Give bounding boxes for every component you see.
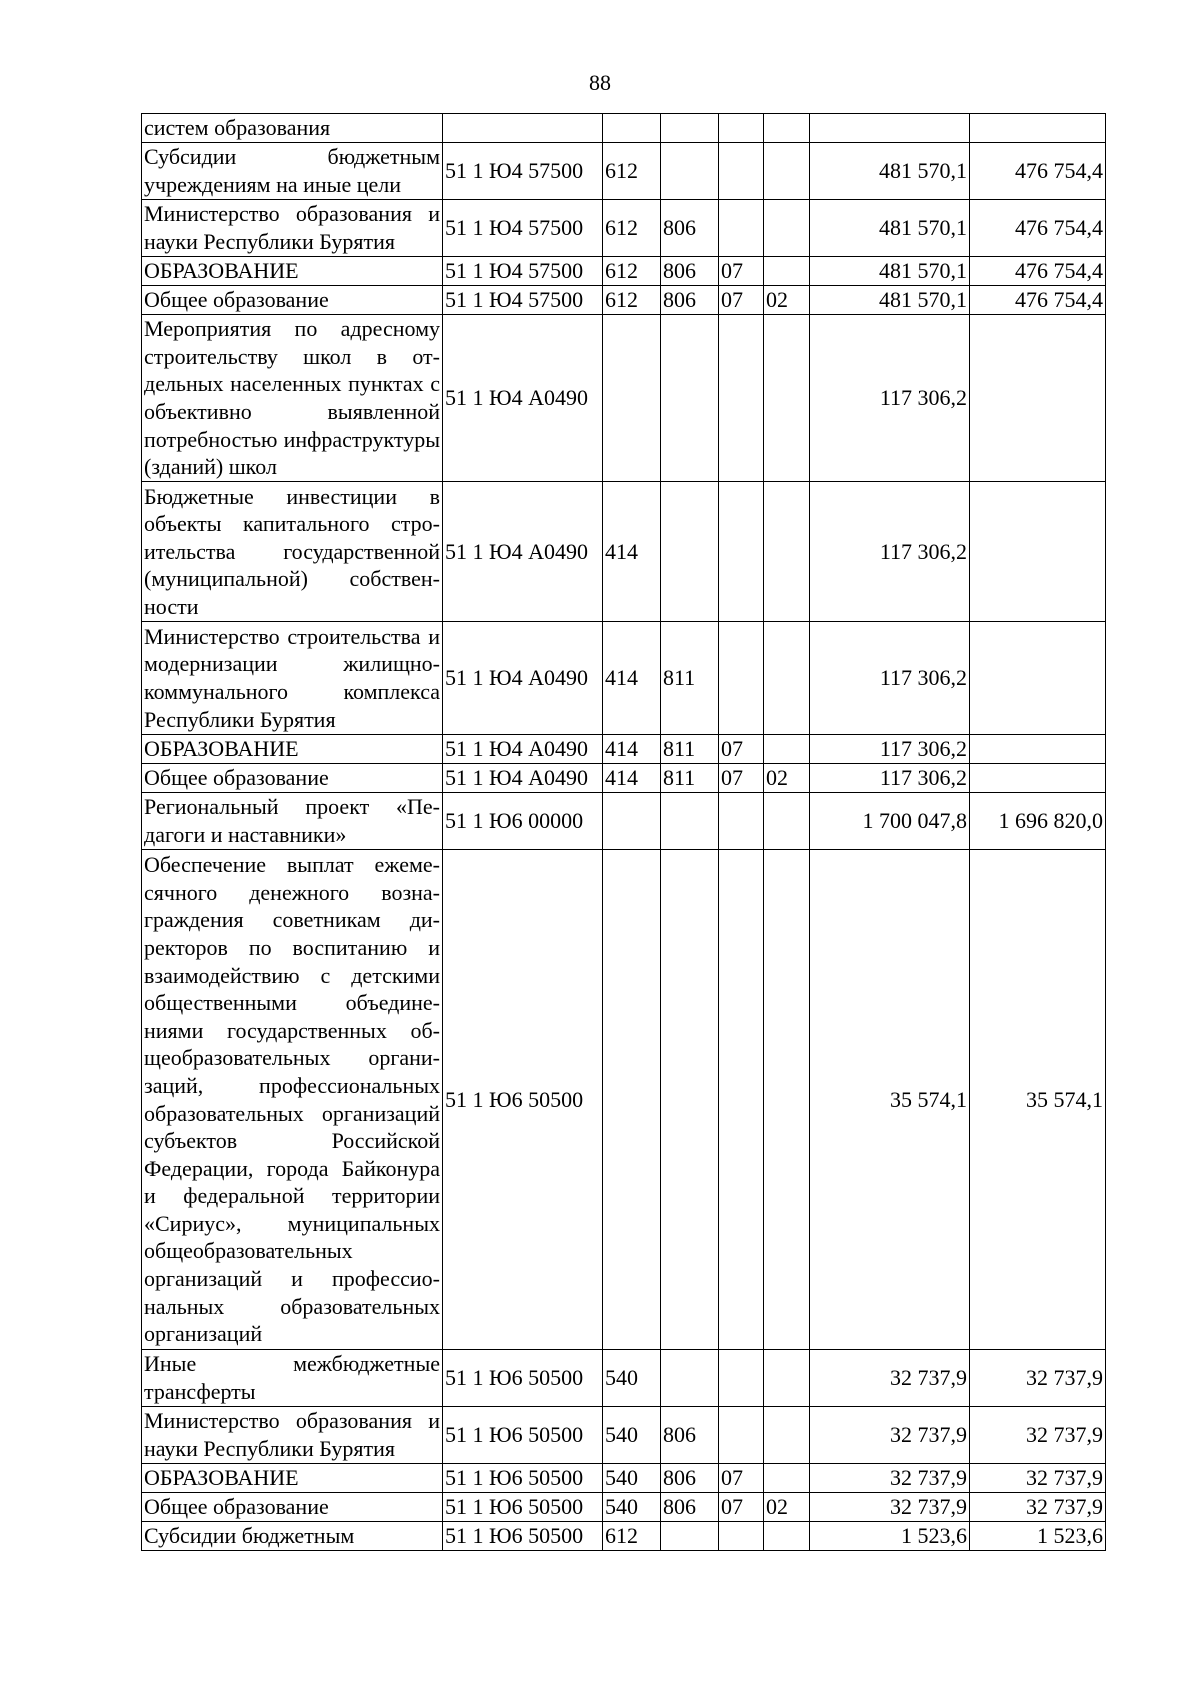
subsection-code — [764, 735, 810, 764]
target-article-code: 51 1 Ю6 50500 — [443, 1350, 603, 1407]
target-article-code: 51 1 Ю4 57500 — [443, 200, 603, 257]
target-article-code: 51 1 Ю4 57500 — [443, 286, 603, 315]
target-article-code: 51 1 Ю6 50500 — [443, 1493, 603, 1522]
section-code — [719, 1522, 764, 1551]
section-code: 07 — [719, 735, 764, 764]
amount-year-1: 481 570,1 — [810, 257, 970, 286]
amount-year-1: 32 737,9 — [810, 1464, 970, 1493]
expense-type-code: 612 — [603, 143, 661, 200]
amount-year-2: 32 737,9 — [970, 1493, 1106, 1522]
amount-year-1: 117 306,2 — [810, 735, 970, 764]
section-code — [719, 114, 764, 143]
target-article-code: 51 1 Ю6 50500 — [443, 1522, 603, 1551]
section-code: 07 — [719, 286, 764, 315]
ministry-code — [661, 793, 719, 850]
subsection-code — [764, 1407, 810, 1464]
amount-year-1: 32 737,9 — [810, 1350, 970, 1407]
amount-year-1: 481 570,1 — [810, 200, 970, 257]
subsection-code — [764, 200, 810, 257]
amount-year-1: 32 737,9 — [810, 1407, 970, 1464]
ministry-code — [661, 315, 719, 482]
amount-year-2 — [970, 114, 1106, 143]
amount-year-2 — [970, 735, 1106, 764]
target-article-code: 51 1 Ю6 50500 — [443, 1464, 603, 1493]
amount-year-2 — [970, 622, 1106, 735]
target-article-code: 51 1 Ю4 А0490 — [443, 735, 603, 764]
ministry-code: 806 — [661, 286, 719, 315]
expense-type-code — [603, 793, 661, 850]
amount-year-1: 1 523,6 — [810, 1522, 970, 1551]
expense-type-code: 612 — [603, 1522, 661, 1551]
table-row — [142, 286, 1106, 315]
ministry-code: 806 — [661, 257, 719, 286]
expense-type-code — [603, 315, 661, 482]
ministry-code — [661, 143, 719, 200]
section-code — [719, 793, 764, 850]
target-article-code: 51 1 Ю4 57500 — [443, 257, 603, 286]
target-article-code: 51 1 Ю4 А0490 — [443, 482, 603, 622]
amount-year-1: 35 574,1 — [810, 850, 970, 1350]
row-description: Субсидии бюджетным — [142, 1522, 443, 1551]
row-description: Бюджетные инвестиции в объекты капитального строительства государственной (муниципальной) собственности — [142, 482, 443, 622]
row-description: Министерство образования и науки Республики Бурятия — [142, 1407, 443, 1464]
amount-year-2 — [970, 315, 1106, 482]
row-description: Обеспечение выплат ежемесячного денежного вознаграждения советникам директоров по воспитанию и взаимодействию с детскими общественными объединениями государственных общеобразовательных организаций, профессиональных образовательных организаций субъектов Российской Федерации, города Байконура и федеральной территории «Сириус», муниципальных общеобразовательных организаций и профессиональных образовательных организаций — [142, 850, 443, 1350]
ministry-code: 806 — [661, 1464, 719, 1493]
amount-year-1: 117 306,2 — [810, 482, 970, 622]
table-row — [142, 1350, 1106, 1407]
target-article-code: 51 1 Ю6 50500 — [443, 850, 603, 1350]
target-article-code — [443, 114, 603, 143]
target-article-code: 51 1 Ю6 00000 — [443, 793, 603, 850]
table-row — [142, 315, 1106, 482]
row-description: ОБРАЗОВАНИЕ — [142, 257, 443, 286]
subsection-code: 02 — [764, 286, 810, 315]
amount-year-2 — [970, 764, 1106, 793]
row-description: Министерство строительства и модернизации жилищно-коммунального комплекса Республики Бурятия — [142, 622, 443, 735]
section-code: 07 — [719, 257, 764, 286]
ministry-code: 811 — [661, 735, 719, 764]
section-code — [719, 200, 764, 257]
amount-year-2: 1 523,6 — [970, 1522, 1106, 1551]
table-row — [142, 1522, 1106, 1551]
ministry-code: 806 — [661, 200, 719, 257]
table-row — [142, 793, 1106, 850]
page-number: 88 — [589, 70, 611, 95]
expense-type-code — [603, 114, 661, 143]
row-description: Иные межбюджетные трансферты — [142, 1350, 443, 1407]
expense-type-code: 540 — [603, 1350, 661, 1407]
expense-type-code: 540 — [603, 1407, 661, 1464]
table-row — [142, 1407, 1106, 1464]
target-article-code: 51 1 Ю4 А0490 — [443, 622, 603, 735]
subsection-code — [764, 315, 810, 482]
amount-year-2: 32 737,9 — [970, 1407, 1106, 1464]
amount-year-2: 1 696 820,0 — [970, 793, 1106, 850]
subsection-code — [764, 482, 810, 622]
budget-table — [141, 113, 1106, 1551]
expense-type-code: 414 — [603, 482, 661, 622]
subsection-code: 02 — [764, 1493, 810, 1522]
expense-type-code: 414 — [603, 764, 661, 793]
row-description: Общее образование — [142, 764, 443, 793]
expense-type-code: 612 — [603, 200, 661, 257]
table-row — [142, 1493, 1106, 1522]
ministry-code — [661, 1522, 719, 1551]
section-code — [719, 315, 764, 482]
section-code — [719, 622, 764, 735]
amount-year-1: 117 306,2 — [810, 622, 970, 735]
section-code — [719, 482, 764, 622]
amount-year-2: 476 754,4 — [970, 257, 1106, 286]
amount-year-1: 481 570,1 — [810, 286, 970, 315]
table-row — [142, 257, 1106, 286]
amount-year-1: 117 306,2 — [810, 764, 970, 793]
subsection-code — [764, 114, 810, 143]
ministry-code: 806 — [661, 1493, 719, 1522]
subsection-code — [764, 143, 810, 200]
row-description: Общее образование — [142, 1493, 443, 1522]
ministry-code — [661, 850, 719, 1350]
section-code: 07 — [719, 764, 764, 793]
row-description: Министерство образования и науки Республики Бурятия — [142, 200, 443, 257]
amount-year-1: 117 306,2 — [810, 315, 970, 482]
ministry-code — [661, 114, 719, 143]
expense-type-code: 414 — [603, 622, 661, 735]
subsection-code: 02 — [764, 764, 810, 793]
expense-type-code: 612 — [603, 257, 661, 286]
table-row — [142, 1464, 1106, 1493]
target-article-code: 51 1 Ю4 57500 — [443, 143, 603, 200]
expense-type-code: 612 — [603, 286, 661, 315]
table-row — [142, 200, 1106, 257]
subsection-code — [764, 257, 810, 286]
subsection-code — [764, 1464, 810, 1493]
table-row — [142, 482, 1106, 622]
expense-type-code: 540 — [603, 1493, 661, 1522]
section-code: 07 — [719, 1493, 764, 1522]
ministry-code — [661, 1350, 719, 1407]
amount-year-2: 476 754,4 — [970, 200, 1106, 257]
table-row — [142, 850, 1106, 1350]
target-article-code: 51 1 Ю4 А0490 — [443, 764, 603, 793]
row-description: Общее образование — [142, 286, 443, 315]
target-article-code: 51 1 Ю6 50500 — [443, 1407, 603, 1464]
expense-type-code: 414 — [603, 735, 661, 764]
subsection-code — [764, 622, 810, 735]
table-row — [142, 735, 1106, 764]
amount-year-2: 476 754,4 — [970, 286, 1106, 315]
amount-year-2: 476 754,4 — [970, 143, 1106, 200]
amount-year-2: 35 574,1 — [970, 850, 1106, 1350]
subsection-code — [764, 850, 810, 1350]
section-code — [719, 1350, 764, 1407]
ministry-code: 806 — [661, 1407, 719, 1464]
amount-year-1 — [810, 114, 970, 143]
row-description: Региональный проект «Педагоги и наставники» — [142, 793, 443, 850]
amount-year-2: 32 737,9 — [970, 1464, 1106, 1493]
expense-type-code: 540 — [603, 1464, 661, 1493]
section-code — [719, 850, 764, 1350]
amount-year-2 — [970, 482, 1106, 622]
expense-type-code — [603, 850, 661, 1350]
section-code — [719, 1407, 764, 1464]
ministry-code: 811 — [661, 622, 719, 735]
subsection-code — [764, 793, 810, 850]
row-description: систем образования — [142, 114, 443, 143]
table-row — [142, 143, 1106, 200]
table-row — [142, 622, 1106, 735]
table-row — [142, 764, 1106, 793]
amount-year-1: 32 737,9 — [810, 1493, 970, 1522]
row-description: Субсидии бюджетным учреждениям на иные цели — [142, 143, 443, 200]
row-description: Мероприятия по адресному строительству школ в отдельных населенных пунктах с объективно выявленной потребностью инфраструктуры (зданий) школ — [142, 315, 443, 482]
section-code — [719, 143, 764, 200]
subsection-code — [764, 1522, 810, 1551]
section-code: 07 — [719, 1464, 764, 1493]
table-row — [142, 114, 1106, 143]
target-article-code: 51 1 Ю4 А0490 — [443, 315, 603, 482]
row-description: ОБРАЗОВАНИЕ — [142, 735, 443, 764]
ministry-code — [661, 482, 719, 622]
amount-year-2: 32 737,9 — [970, 1350, 1106, 1407]
row-description: ОБРАЗОВАНИЕ — [142, 1464, 443, 1493]
amount-year-1: 481 570,1 — [810, 143, 970, 200]
amount-year-1: 1 700 047,8 — [810, 793, 970, 850]
ministry-code: 811 — [661, 764, 719, 793]
subsection-code — [764, 1350, 810, 1407]
